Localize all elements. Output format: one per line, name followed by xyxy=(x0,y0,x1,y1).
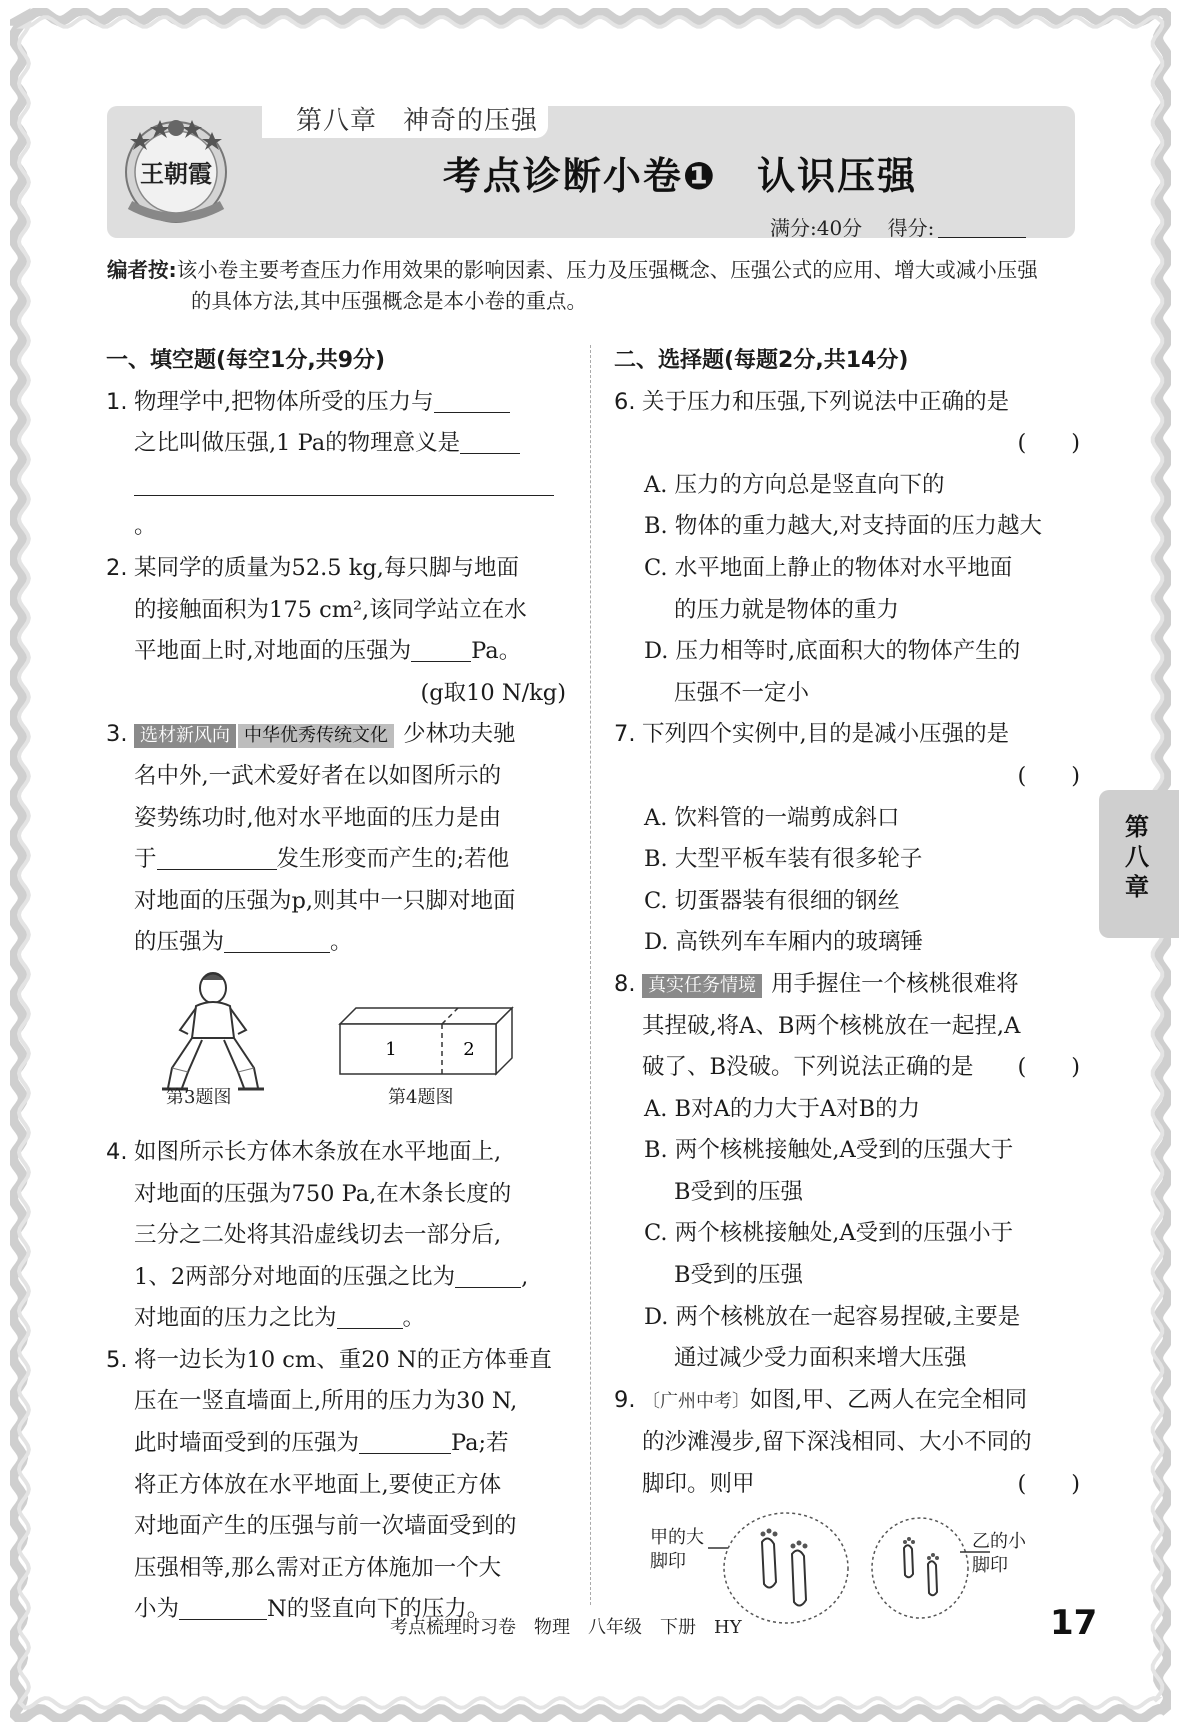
fig9-right-label-2: 脚印 xyxy=(972,1554,1008,1576)
q4-line1: 如图所示长方体木条放在水平地面上, xyxy=(134,1138,502,1165)
q8-answer-paren[interactable]: ( ) xyxy=(1017,1054,1080,1081)
q7-option-d[interactable]: D. 高铁列车车厢内的玻璃锤 xyxy=(644,929,924,956)
q9-line2: 的沙滩漫步,留下深浅相同、大小不同的 xyxy=(642,1429,1032,1456)
q8-tag-real-task: 真实任务情境 xyxy=(642,974,762,998)
block-part-2-label: 2 xyxy=(463,1038,475,1060)
q1-blank1[interactable] xyxy=(434,389,510,413)
score-blank[interactable] xyxy=(938,217,1026,238)
q3-blank1[interactable] xyxy=(157,847,277,871)
side-chapter-label: 第八章 xyxy=(1125,813,1149,901)
question-3 xyxy=(106,714,566,964)
q3-line5: 对地面的压强为p,则其中一只脚对地面 xyxy=(134,887,516,914)
q8-option-c[interactable]: C. 两个核桃接触处,A受到的压强小于 xyxy=(644,1220,1014,1247)
q3-blank2[interactable] xyxy=(224,930,330,954)
full-score: 满分:40分 xyxy=(770,216,863,240)
q8-number: 8. xyxy=(614,970,636,997)
q4-line5a: 对地面的压力之比为 xyxy=(134,1305,337,1332)
right-column xyxy=(614,340,1080,1632)
question-9 xyxy=(614,1380,1080,1506)
q5-line1: 将一边长为10 cm、重20 N的正方体垂直 xyxy=(134,1346,552,1373)
page-number: 17 xyxy=(1050,1603,1098,1643)
q6-option-b[interactable]: B. 物体的重力越大,对支持面的压力越大 xyxy=(644,513,1042,540)
q3-line4a: 于 xyxy=(134,846,157,873)
footer-text: 考点梳理时习卷 物理 八年级 下册 HY xyxy=(390,1617,742,1638)
q5-line3b: Pa;若 xyxy=(451,1430,509,1457)
q1-line2: 之比叫做压强,1 Pa的物理意义是 xyxy=(134,430,461,457)
column-divider xyxy=(590,345,591,1605)
fig4-caption: 第4题图 xyxy=(388,1086,454,1108)
q4-line3: 三分之二处将其沿虚线切去一部分后, xyxy=(134,1222,502,1249)
block-part-1-label: 1 xyxy=(385,1038,397,1060)
q7-option-c[interactable]: C. 切蛋器装有很细的钢丝 xyxy=(644,887,900,914)
q5-number: 5. xyxy=(106,1346,128,1373)
chapter-name: 神奇的压强 xyxy=(403,106,539,136)
q5-line2: 压在一竖直墙面上,所用的压力为30 N, xyxy=(134,1388,518,1415)
q5-blank1[interactable] xyxy=(359,1431,451,1455)
side-chapter-tab xyxy=(1099,790,1179,938)
q5-line7b: N的竖直向下的压力。 xyxy=(267,1596,490,1623)
q8-option-a[interactable]: A. B对A的力大于A对B的力 xyxy=(644,1095,921,1122)
q6-option-c-cont: 的压力就是物体的重力 xyxy=(674,596,900,623)
question-4 xyxy=(106,1132,566,1340)
question-7 xyxy=(614,714,1080,964)
q2-line3b: Pa。 xyxy=(471,638,522,665)
q1-blank2[interactable] xyxy=(460,431,520,455)
question-5 xyxy=(106,1340,566,1631)
fig9-right-label xyxy=(972,1530,1026,1578)
q6-number: 6. xyxy=(614,388,636,415)
chapter-heading xyxy=(296,100,564,137)
q2-number: 2. xyxy=(106,554,128,581)
q2-hint: (g取10 N/kg) xyxy=(420,679,566,706)
q1-number: 1. xyxy=(106,388,128,415)
q4-line2: 对地面的压强为750 Pa,在木条长度的 xyxy=(134,1180,512,1207)
q1-line3: 。 xyxy=(134,513,157,540)
q5-line4: 将正方体放在水平地面上,要使正方体 xyxy=(134,1471,502,1498)
logo-text: 王朝霞 xyxy=(140,159,212,188)
fig9-left-label-2: 脚印 xyxy=(650,1550,686,1572)
q6-option-a[interactable]: A. 压力的方向总是竖直向下的 xyxy=(644,471,945,498)
fig9-left-label-1: 甲的大 xyxy=(650,1526,704,1548)
quiz-title: 考点诊断小卷❶ 认识压强 xyxy=(442,154,918,198)
q2-line1: 某同学的质量为52.5 kg,每只脚与地面 xyxy=(134,554,519,581)
q8-option-d[interactable]: D. 两个核桃放在一起容易捏破,主要是 xyxy=(644,1303,1021,1330)
q7-number: 7. xyxy=(614,721,636,748)
q3-line3: 姿势练功时,他对水平地面的压力是由 xyxy=(134,804,502,831)
q7-option-a[interactable]: A. 饮料管的一端剪成斜口 xyxy=(644,804,900,831)
q8-line3: 破了、B没破。下列说法正确的是 xyxy=(642,1054,974,1081)
footprints-svg xyxy=(704,1512,994,1630)
section2-heading: 二、选择题(每题2分,共14分) xyxy=(614,348,909,373)
q6-option-c[interactable]: C. 水平地面上静止的物体对水平地面 xyxy=(644,554,1013,581)
q6-answer-paren[interactable]: ( ) xyxy=(1017,430,1080,457)
q5-line5: 对地面产生的压强与前一次墙面受到的 xyxy=(134,1513,517,1540)
score-label: 得分: xyxy=(887,216,935,240)
q2-blank[interactable] xyxy=(411,639,471,663)
q6-option-d-cont: 压强不一定小 xyxy=(674,679,810,706)
q5-line6: 压强相等,那么需对正方体施加一个大 xyxy=(134,1554,502,1581)
q5-line7a: 小为 xyxy=(134,1596,180,1623)
q7-answer-paren[interactable]: ( ) xyxy=(1017,762,1080,789)
question-2 xyxy=(106,548,566,714)
q3-line1: 少林功夫驰 xyxy=(403,721,516,748)
fig9-left-label xyxy=(650,1526,704,1574)
score-line xyxy=(770,212,1026,241)
q6-stem: 关于压力和压强,下列说法中正确的是 xyxy=(642,388,1010,415)
q2-line2: 的接触面积为175 cm²,该同学站立在水 xyxy=(134,596,527,623)
q3-number: 3. xyxy=(106,721,128,748)
question-1 xyxy=(106,382,566,548)
left-column xyxy=(106,340,566,1631)
q4-blank1[interactable] xyxy=(455,1264,521,1288)
martial-artist-figure xyxy=(158,968,268,1093)
q4-blank2[interactable] xyxy=(337,1306,403,1330)
q7-stem: 下列四个实例中,目的是减小压强的是 xyxy=(642,721,1010,748)
q9-number: 9. xyxy=(614,1386,636,1413)
q4-line5b: 。 xyxy=(402,1305,426,1332)
chapter-number: 第八章 xyxy=(296,106,378,136)
editor-note-line2: 的具体方法,其中压强概念是本小卷的重点。 xyxy=(191,289,588,313)
q1-line1: 物理学中,把物体所受的压力与 xyxy=(134,388,434,415)
question-6 xyxy=(614,382,1080,715)
q3-tag-culture: 中华优秀传统文化 xyxy=(238,724,394,748)
q4-number: 4. xyxy=(106,1138,128,1165)
q8-option-c-cont: B受到的压强 xyxy=(674,1262,804,1289)
q9-source: 〔广州中考〕 xyxy=(642,1390,750,1412)
q3-line6a: 的压强为 xyxy=(134,929,225,956)
q4-line4b: , xyxy=(521,1263,529,1290)
q2-line3a: 平地面上时,对地面的压强为 xyxy=(134,638,412,665)
section1-heading: 一、填空题(每空1分,共9分) xyxy=(106,348,386,373)
q8-option-b[interactable]: B. 两个核桃接触处,A受到的压强大于 xyxy=(644,1137,1014,1164)
q8-line1: 用手握住一个核桃很难将 xyxy=(771,970,1019,997)
q9-line3: 脚印。则甲 xyxy=(642,1471,755,1498)
editor-note-label: 编者按: xyxy=(107,258,177,282)
editor-note xyxy=(107,255,1077,317)
q3-line2: 名中外,一武术爱好者在以如图所示的 xyxy=(134,762,502,789)
q8-option-b-cont: B受到的压强 xyxy=(674,1178,804,1205)
question-8 xyxy=(614,964,1080,1380)
fig9-right-label-1: 乙的小 xyxy=(972,1530,1026,1552)
publisher-logo xyxy=(120,110,232,235)
q8-line2: 其捏破,将A、B两个核桃放在一起捏,A xyxy=(642,1012,1021,1039)
q3-line4b: 发生形变而产生的;若他 xyxy=(276,846,510,873)
wooden-block-figure xyxy=(338,1006,514,1076)
q5-line3a: 此时墙面受到的压强为 xyxy=(134,1430,360,1457)
q6-option-d[interactable]: D. 压力相等时,底面积大的物体产生的 xyxy=(644,638,1021,665)
editor-note-line1: 该小卷主要考查压力作用效果的影响因素、压力及压强概念、压强公式的应用、增大或减小压强 xyxy=(176,258,1038,282)
fig3-caption: 第3题图 xyxy=(166,1086,232,1108)
q5-blank2[interactable] xyxy=(179,1597,267,1621)
q4-line4a: 1、2两部分对地面的压强之比为 xyxy=(134,1263,456,1290)
q3-tag-new-trend: 选材新风向 xyxy=(134,724,236,748)
q9-answer-paren[interactable]: ( ) xyxy=(1017,1471,1080,1498)
figures-3-4 xyxy=(106,964,566,1132)
q1-blank3[interactable] xyxy=(134,472,554,496)
q3-line6b: 。 xyxy=(330,929,353,956)
q8-option-d-cont: 通过减少受力面积来增大压强 xyxy=(674,1345,967,1372)
q9-line1: 如图,甲、乙两人在完全相同 xyxy=(750,1386,1028,1413)
q7-option-b[interactable]: B. 大型平板车装有很多轮子 xyxy=(644,846,923,873)
